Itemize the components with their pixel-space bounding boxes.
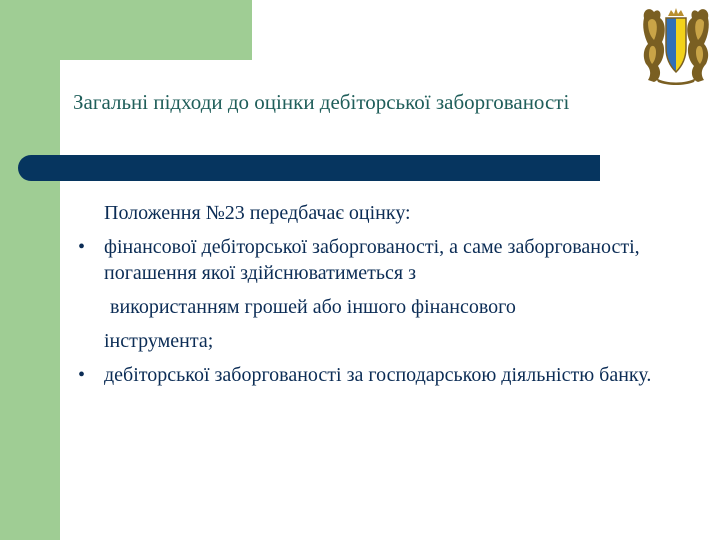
title-underline-bar <box>18 155 600 181</box>
list-item <box>74 362 674 388</box>
national-bank-emblem-icon <box>640 4 712 86</box>
list-item-text: фінансової дебіторської заборгованості, а саме заборгованості, погашення якої здійснюватиметься з <box>104 236 640 284</box>
bullet-icon: • <box>78 364 86 386</box>
slide-body <box>74 200 674 388</box>
slide-title: Загальні підходи до оцінки дебіторської заборгованості <box>73 90 570 114</box>
bullet-icon: • <box>78 236 86 258</box>
intro-text: Положення №23 передбачає оцінку: <box>104 202 411 224</box>
list-item-text: дебіторської заборгованості за господарською діяльністю банку. <box>104 364 652 386</box>
green-left-band <box>0 0 60 540</box>
list-item-continuation: інструмента; <box>104 330 214 352</box>
list-item-continuation: використанням грошей або іншого фінансового <box>110 296 516 318</box>
green-top-band <box>60 0 252 60</box>
list-item <box>74 234 674 286</box>
